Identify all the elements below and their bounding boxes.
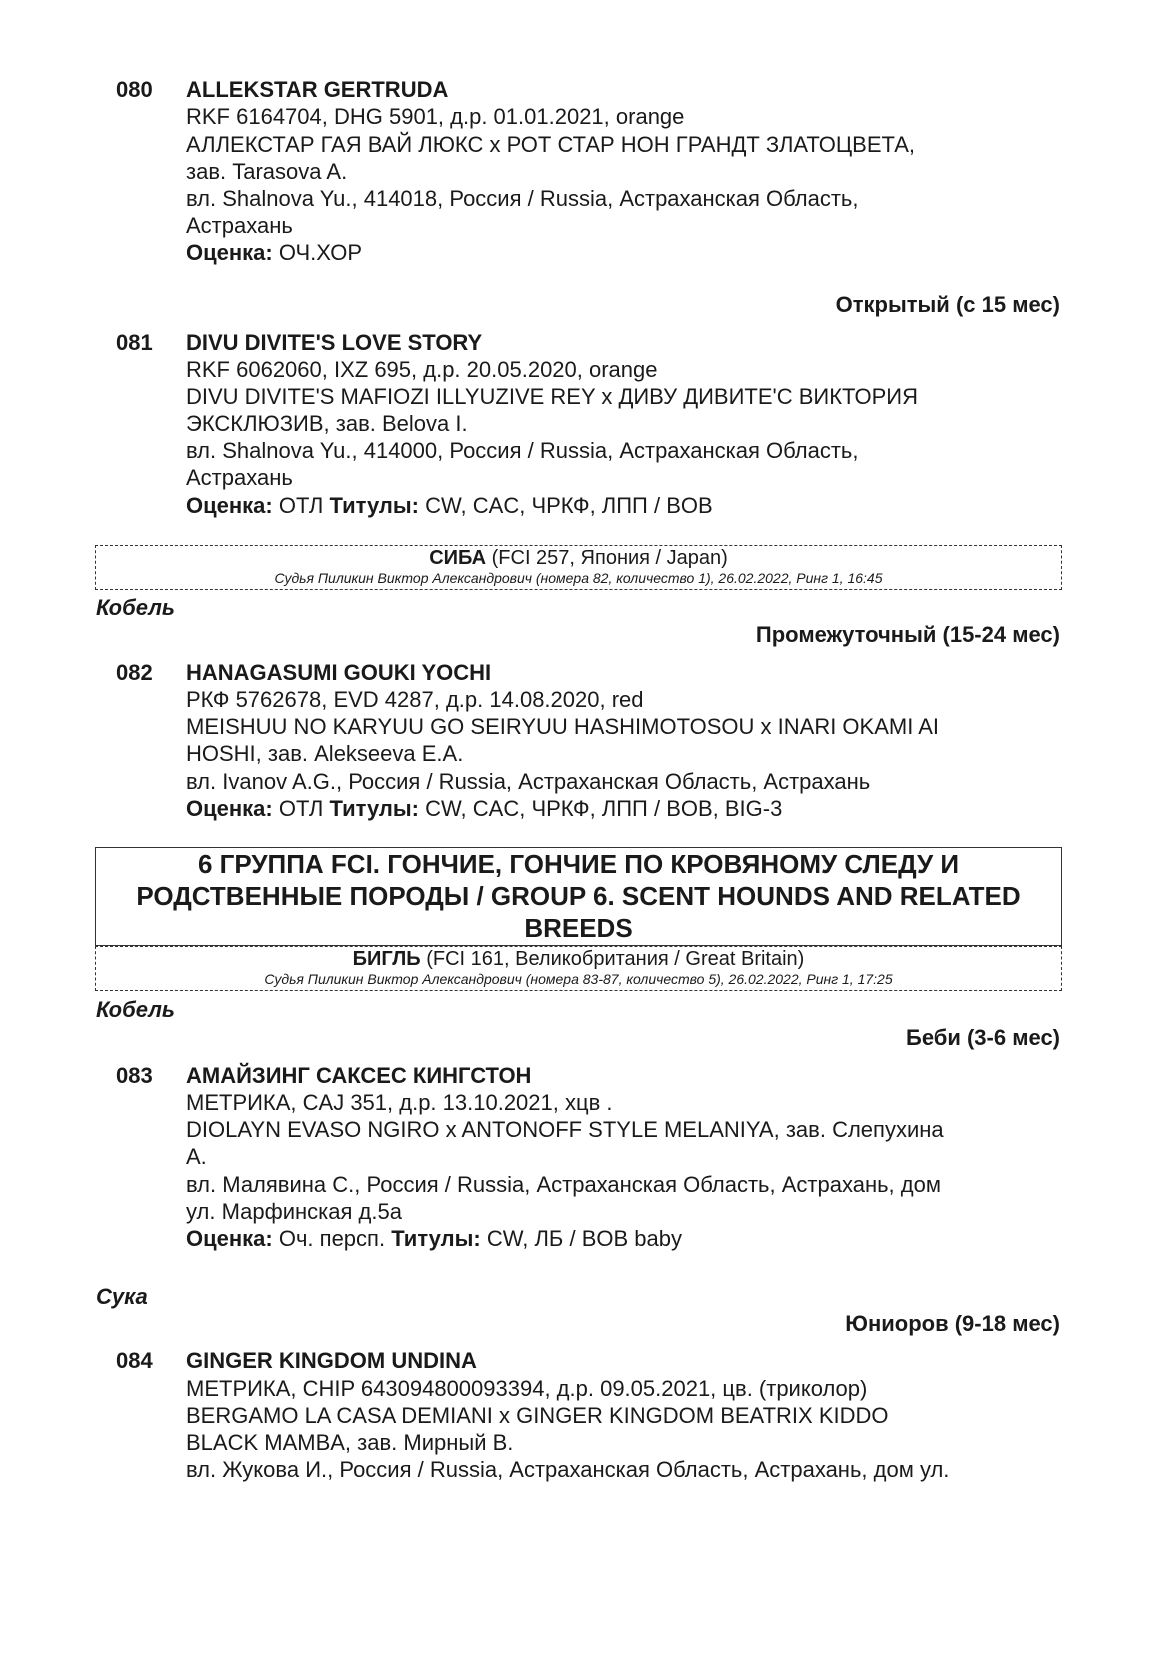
entry-number: 084 xyxy=(116,1348,153,1373)
sex-heading: Сука xyxy=(96,1284,148,1309)
dog-parents: BERGAMO LA CASA DEMIANI x GINGER KINGDOM BEATRIX KIDDO xyxy=(186,1403,889,1428)
titles-value: CW, ЛБ / BOB baby xyxy=(486,1226,682,1251)
breed-name: СИБА xyxy=(429,547,487,569)
titles-value: CW, CAC, ЧРКФ, ЛПП / BOB, BIG-3 xyxy=(425,796,783,821)
judge-info: Судья Пиликин Виктор Александрович (номера 82, количество 1), 26.02.2022, Ринг 1, 16:45 xyxy=(274,570,883,586)
titles-label: Титулы: xyxy=(329,493,419,518)
titles-value: CW, CAC, ЧРКФ, ЛПП / BOB xyxy=(425,493,713,518)
dog-owner: вл. Shalnova Yu., 414018, Россия / Russia, Астраханская Область, xyxy=(186,186,859,211)
titles-label: Титулы: xyxy=(391,1226,481,1251)
entry-number: 080 xyxy=(116,77,153,102)
breed-info: (FCI 161, Великобритания / Great Britain) xyxy=(426,948,805,970)
dog-name: АМАЙЗИНГ САКСЕС КИНГСТОН xyxy=(186,1063,532,1088)
grade-value: Оч. персп. xyxy=(278,1226,386,1251)
sex-heading: Кобель xyxy=(96,595,175,620)
dog-registration: РКФ 5762678, EVD 4287, д.р. 14.08.2020, red xyxy=(186,687,644,712)
dog-owner-address: ул. Марфинская д.5а xyxy=(186,1199,402,1224)
dog-owner: вл. Shalnova Yu., 414000, Россия / Russia, Астраханская Область, xyxy=(186,438,859,463)
judge-info: Судья Пиликин Виктор Александрович (номера 83-87, количество 5), 26.02.2022, Ринг 1, 17:25 xyxy=(264,971,893,987)
dog-registration: RKF 6062060, IXZ 695, д.р. 20.05.2020, orange xyxy=(186,357,658,382)
entry-number: 083 xyxy=(116,1063,153,1088)
dog-grade-line xyxy=(186,492,713,520)
grade-label: Оценка: xyxy=(186,1226,273,1251)
breed-name: БИГЛЬ xyxy=(352,948,421,970)
dog-name: HANAGASUMI GOUKI YOCHI xyxy=(186,660,492,685)
breed-info: (FCI 257, Япония / Japan) xyxy=(491,547,728,569)
breed-header-shiba xyxy=(95,545,1062,590)
dog-owner: вл. Ivanov A.G., Россия / Russia, Астраханская Область, Астрахань xyxy=(186,769,871,794)
group-title-line: РОДСТВЕННЫЕ ПОРОДЫ / GROUP 6. SCENT HOUNDS AND RELATED xyxy=(136,881,1021,911)
dog-breeder: BLACK MAMBA, зав. Мирный В. xyxy=(186,1430,514,1455)
dog-grade-line xyxy=(186,795,782,823)
dog-breeder: ЭКСКЛЮЗИВ, зав. Belova I. xyxy=(186,411,468,436)
dog-registration: RKF 6164704, DHG 5901, д.р. 01.01.2021, orange xyxy=(186,104,685,129)
breed-header-beagle xyxy=(95,946,1062,991)
dog-grade-line xyxy=(186,239,362,267)
entry-number: 082 xyxy=(116,660,153,685)
dog-owner: вл. Жукова И., Россия / Russia, Астраханская Область, Астрахань, дом ул. xyxy=(186,1457,950,1482)
grade-value: ОТЛ xyxy=(278,796,324,821)
class-heading: Беби (3-6 мес) xyxy=(906,1025,1060,1050)
dog-owner: вл. Малявина С., Россия / Russia, Астраханская Область, Астрахань, дом xyxy=(186,1172,941,1197)
group-header xyxy=(95,847,1062,946)
grade-label: Оценка: xyxy=(186,493,273,518)
dog-name: GINGER KINGDOM UNDINA xyxy=(186,1348,477,1373)
dog-name: DIVU DIVITE'S LOVE STORY xyxy=(186,330,483,355)
breed-title xyxy=(96,546,1061,570)
titles-label: Титулы: xyxy=(329,796,419,821)
grade-label: Оценка: xyxy=(186,240,273,265)
class-heading: Промежуточный (15-24 мес) xyxy=(755,622,1060,647)
grade-value: ОТЛ xyxy=(278,493,324,518)
dog-name: ALLEKSTAR GERTRUDA xyxy=(186,77,449,102)
dog-parents: DIVU DIVITE'S MAFIOZI ILLYUZIVE REY x ДИВУ ДИВИТЕ'С ВИКТОРИЯ xyxy=(186,384,918,409)
group-title-line: 6 ГРУППА FCI. ГОНЧИЕ, ГОНЧИЕ ПО КРОВЯНОМУ СЛЕДУ И xyxy=(197,849,960,879)
dog-grade-line xyxy=(186,1225,682,1253)
dog-breeder: А. xyxy=(186,1144,207,1169)
class-heading: Юниоров (9-18 мес) xyxy=(845,1311,1060,1336)
entry-number: 081 xyxy=(116,330,153,355)
breed-title xyxy=(96,947,1061,971)
dog-parents: АЛЛЕКСТАР ГАЯ ВАЙ ЛЮКС х РОТ СТАР НОН ГРАНДТ ЗЛАТОЦВЕТА, xyxy=(186,132,916,157)
class-heading: Открытый (с 15 мес) xyxy=(835,292,1060,317)
dog-breeder: HOSHI, зав. Alekseeva E.A. xyxy=(186,741,464,766)
dog-owner-city: Астрахань xyxy=(186,465,293,490)
grade-value: ОЧ.ХОР xyxy=(278,240,362,265)
dog-parents: DIOLAYN EVASO NGIRO x ANTONOFF STYLE MELANIYA, зав. Слепухина xyxy=(186,1117,944,1142)
grade-label: Оценка: xyxy=(186,796,273,821)
dog-breeder: зав. Tarasova A. xyxy=(186,159,348,184)
dog-registration: МЕТРИКА, CAJ 351, д.р. 13.10.2021, хцв . xyxy=(186,1090,613,1115)
sex-heading: Кобель xyxy=(96,997,175,1022)
dog-parents: MEISHUU NO KARYUU GO SEIRYUU HASHIMOTOSOU x INARI OKAMI AI xyxy=(186,714,940,739)
dog-owner-city: Астрахань xyxy=(186,213,293,238)
group-title-line: BREEDS xyxy=(524,913,633,943)
dog-registration: МЕТРИКА, CHIP 643094800093394, д.р. 09.05.2021, цв. (триколор) xyxy=(186,1376,868,1401)
